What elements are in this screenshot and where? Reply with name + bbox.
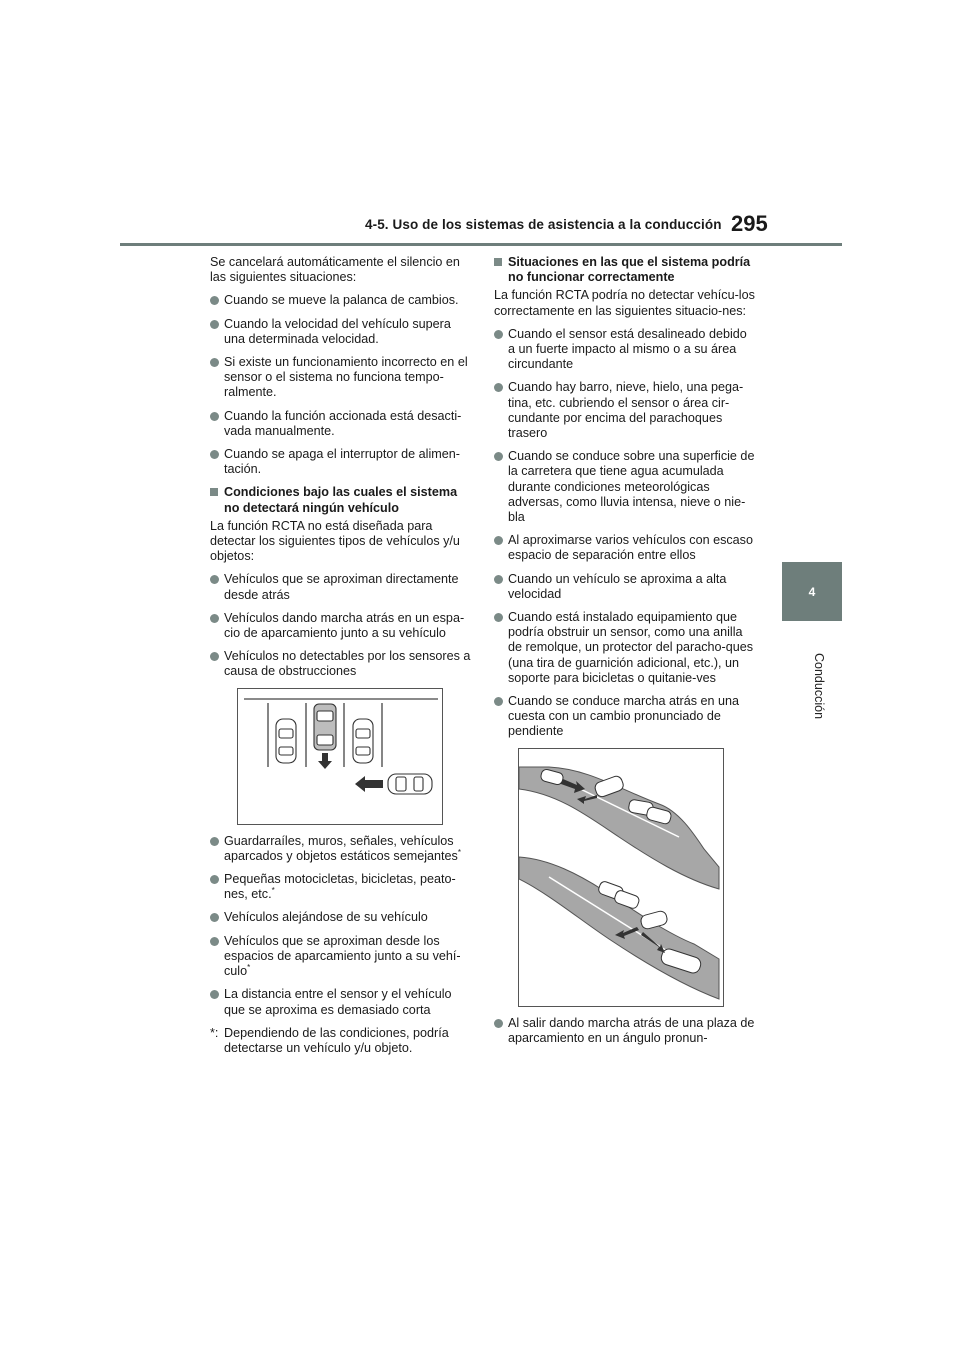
list-item (210, 834, 472, 864)
list-item: La distancia entre el sensor y el vehículo que se aproxima es demasiado corta (210, 987, 472, 1017)
list-item-text: Pequeñas motocicletas, bicicletas, peato-nes, etc. (224, 872, 456, 902)
page-number: 295 (731, 211, 768, 236)
chapter-number: 4 (808, 584, 816, 599)
subheading-malfunction: Situaciones en las que el sistema podría no funcionar correctamente (494, 255, 756, 285)
list-item: Vehículos que se aproximan directamente desde atrás (210, 572, 472, 602)
list-item: Cuando está instalado equipamiento que podría obstruir un sensor, como una anilla de remolque, un protector del paracho-ques (una tira de guarnición adicional, etc.), un soporte para bicicletas o quitanie-ves (494, 610, 756, 686)
right-column (494, 255, 756, 1054)
footnote-text: Dependiendo de las condiciones, podría detectarse un vehículo y/u objeto. (224, 1025, 449, 1055)
footnote-marker: * (457, 847, 461, 857)
list-item: Cuando la velocidad del vehículo supera una determinada velocidad. (210, 317, 472, 347)
list-item: Vehículos dando marcha atrás en un espa-cio de aparcamiento junto a su vehículo (210, 611, 472, 641)
list-item (210, 934, 472, 980)
left-column (210, 255, 472, 1056)
list-item: Al aproximarse varios vehículos con escaso espacio de separación entre ellos (494, 533, 756, 563)
footnote-marker: * (271, 886, 275, 896)
list-item: Cuando se conduce sobre una superficie de la carretera que tiene agua acumulada durante condiciones meteorológicas adversas, como lluvia intensa, nieve o nie-bla (494, 449, 756, 525)
list-item (210, 872, 472, 902)
list-item: Cuando hay barro, nieve, hielo, una pega-tina, etc. cubriendo el sensor o área cir-cundante por encima del parachoques trasero (494, 380, 756, 441)
list-item: Vehículos no detectables por los sensores a causa de obstrucciones (210, 649, 472, 679)
list-item: Cuando se mueve la palanca de cambios. (210, 293, 472, 308)
subsection-intro: La función RCTA podría no detectar vehícu-los correctamente en las siguientes situacio-nes: (494, 288, 755, 318)
list-item: Cuando el sensor está desalineado debido a un fuerte impacto al mismo o a su área circundante (494, 327, 756, 373)
list-item: Cuando la función accionada está desacti-vada manualmente. (210, 409, 472, 439)
header-rule (120, 243, 842, 246)
chapter-label: Conducción (812, 653, 826, 720)
list-item: Al salir dando marcha atrás de una plaza de aparcamiento en un ángulo pronun- (494, 1016, 756, 1046)
subheading-no-detection: Condiciones bajo las cuales el sistema no detectará ningún vehículo (210, 485, 472, 515)
slope-illustration (518, 748, 724, 1007)
chapter-tab (782, 562, 842, 621)
list-item-text: Guardarraíles, muros, señales, vehículos aparcados y objetos estáticos semejantes (224, 833, 458, 863)
list-item: Vehículos alejándose de su vehículo (210, 910, 472, 925)
footnote-mark: *: (210, 1025, 219, 1040)
section-title: 4-5. Uso de los sistemas de asistencia a la conducción (365, 217, 722, 232)
parking-illustration (237, 688, 443, 825)
list-item: Si existe un funcionamiento incorrecto en el sensor o el sistema no funciona tempo-ralmente. (210, 355, 472, 401)
footnote-marker: * (247, 962, 251, 972)
list-item: Cuando un vehículo se aproxima a alta velocidad (494, 572, 756, 602)
list-item: Cuando se apaga el interruptor de alimen-tación. (210, 447, 472, 477)
subsection-intro: La función RCTA no está diseñada para detectar los siguientes tipos de vehículos y/u objetos: (210, 518, 460, 564)
list-item: Cuando se conduce marcha atrás en una cuesta con un cambio pronunciado de pendiente (494, 694, 756, 740)
intro-paragraph: Se cancelará automáticamente el silencio en las siguientes situaciones: (210, 255, 460, 285)
footnote (210, 1026, 472, 1056)
list-item-text: Vehículos que se aproximan desde los espacios de aparcamiento junto a su vehí-culo (224, 933, 461, 979)
